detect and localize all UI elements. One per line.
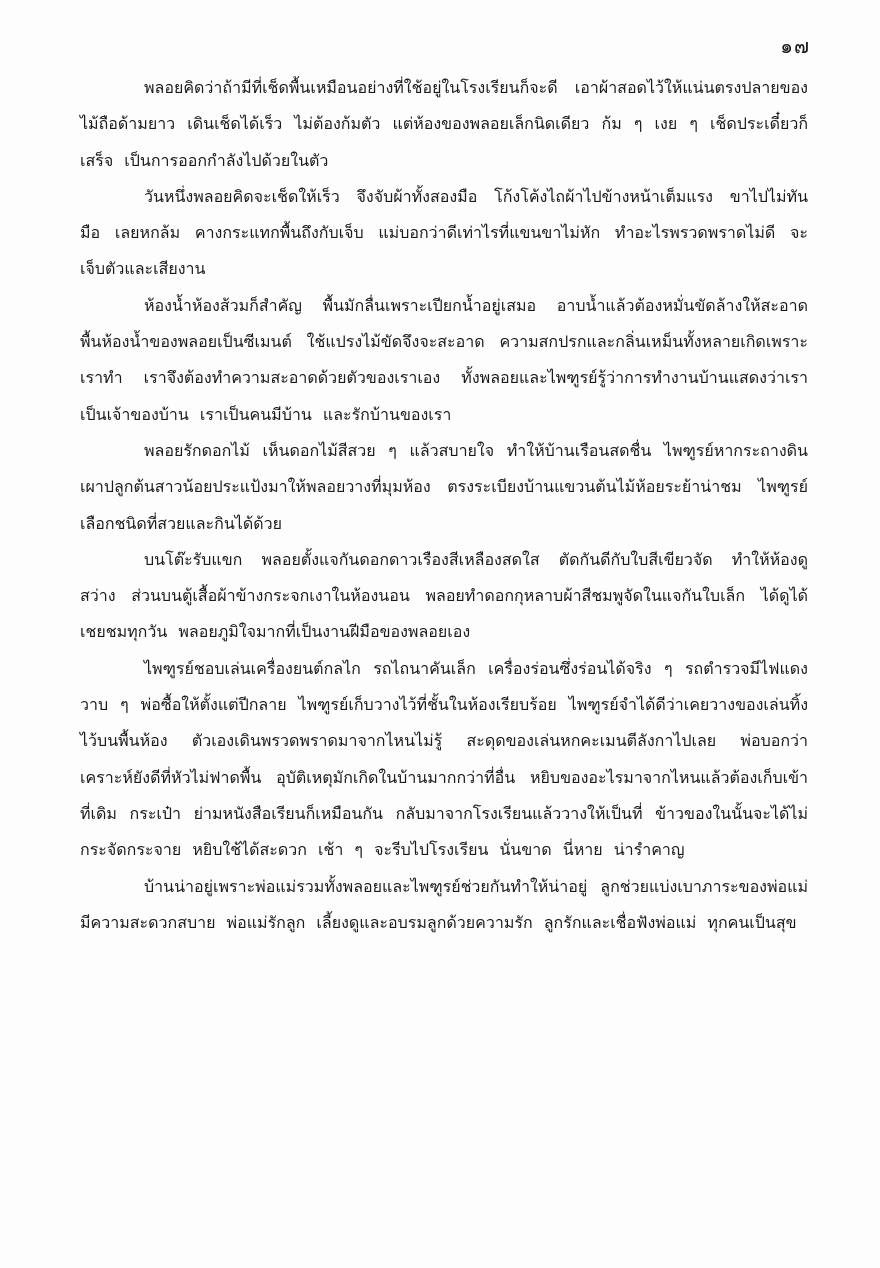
paragraph-flowers: พลอยรักดอกไม้ เห็นดอกไม้สีสวย ๆ แล้วสบายใจ ทำให้บ้านเรือนสดชื่น ไพฑูรย์หากระถางดินเผาปลูกต้นสาวน้อยประแป้งมาให้พลอยวางที่มุมห้อง ตรงระเบียงบ้านแขวนต้นไม้ห้อยระย้าน่าชม ไพฑูรย์เลือกชนิดที่สวยและกินได้ด้วย [80, 440, 808, 533]
body-text [80, 70, 808, 941]
paragraph-floor-mopping: พลอยคิดว่าถ้ามีที่เช็ดพื้นเหมือนอย่างที่ใช้อยู่ในโรงเรียนก็จะดี เอาผ้าสอดไว้ให้แน่นตรงปลายของไม้ถือด้ามยาว เดินเช็ดได้เร็ว ไม่ต้องก้มตัว แต่ห้องของพลอยเล็กนิดเดียว ก้ม ๆ เงย ๆ เช็ดประเดี๋ยวก็เสร็จ เป็นการออกกำลังไปด้วยในตัว [80, 78, 808, 170]
paragraph-toys-tidiness: ไพฑูรย์ชอบเล่นเครื่องยนต์กลไก รถไถนาคันเล็ก เครื่องร่อนซึ่งร่อนได้จริง ๆ รถตำรวจมีไฟแดงวาบ ๆ พ่อซื้อให้ตั้งแต่ปีกลาย ไพฑูรย์เก็บวางไว้ที่ชั้นในห้องเรียบร้อย ไพฑูรย์จำได้ดีว่าเคยวางของเล่นทิ้งไว้บนพื้นห้อง ตัวเองเดินพรวดพราดมาจากไหนไม่รู้ สะดุดของเล่นหกคะเมนตีลังกาไปเลย พ่อบอกว่าเคราะห์ยังดีที่หัวไม่ฟาดพื้น อุบัติเหตุมักเกิดในบ้านมากกว่าที่อื่น หยิบของอะไรมาจากไหนแล้วต้องเก็บเข้าที่เดิม กระเป๋า ย่ามหนังสือเรียนก็เหมือนกัน กลับมาจากโรงเรียนแล้ววางให้เป็นที่ ข้าวของในนั้นจะได้ไม่กระจัดกระจาย หยิบใช้ได้สะดวก เช้า ๆ จะรีบไปโรงเรียน นั่นขาด นี่หาย น่ารำคาญ [80, 658, 808, 860]
paragraph-happy-home: บ้านน่าอยู่เพราะพ่อแม่รวมทั้งพลอยและไพฑูรย์ช่วยกันทำให้น่าอยู่ ลูกช่วยแบ่งเบาภาระของพ่อแม่ มีความสะดวกสบาย พ่อแม่รักลูก เลี้ยงดูและอบรมลูกด้วยความรัก ลูกรักและเชื่อฟังพ่อแม่ ทุกคนเป็นสุข [80, 876, 808, 932]
paragraph-bathroom-cleaning: ห้องน้ำห้องส้วมก็สำคัญ พื้นมักลื่นเพราะเปียกน้ำอยู่เสมอ อาบน้ำแล้วต้องหมั่นขัดล้างให้สะอาด พื้นห้องน้ำของพลอยเป็นซีเมนต์ ใช้แปรงไม้ขัดจึงจะสะอาด ความสกปรกและกลิ่นเหม็นทั้งหลายเกิดเพราะเราทำ เราจึงต้องทำความสะอาดด้วยตัวของเราเอง ทั้งพลอยและไพฑูรย์รู้ว่าการทำงานบ้านแสดงว่าเราเป็นเจ้าของบ้าน เราเป็นคนมีบ้าน และรักบ้านของเรา [80, 295, 808, 424]
page-number: ๑๗ [780, 34, 810, 58]
paragraph-slip-accident: วันหนึ่งพลอยคิดจะเช็ดให้เร็ว จึงจับผ้าทั้งสองมือ โก้งโค้งไถผ้าไปข้างหน้าเต็มแรง ขาไปไม่ทันมือ เลยหกล้ม คางกระแทกพื้นถึงกับเจ็บ แม่บอกว่าดีเท่าไรที่แขนขาไม่หัก ทำอะไรพรวดพราดไม่ดี จะเจ็บตัวและเสียงาน [80, 186, 808, 279]
paragraph-vase-decoration: บนโต๊ะรับแขก พลอยตั้งแจกันดอกดาวเรืองสีเหลืองสดใส ตัดกันดีกับใบสีเขียวจัด ทำให้ห้องดูสว่าง ส่วนบนตู้เสื้อผ้าข้างกระจกเงาในห้องนอน พลอยทำดอกกุหลาบผ้าสีชมพูจัดในแจกันใบเล็ก ได้ดูได้เชยชมทุกวัน พลอยภูมิใจมากที่เป็นงานฝีมือของพลอยเอง [80, 549, 808, 642]
